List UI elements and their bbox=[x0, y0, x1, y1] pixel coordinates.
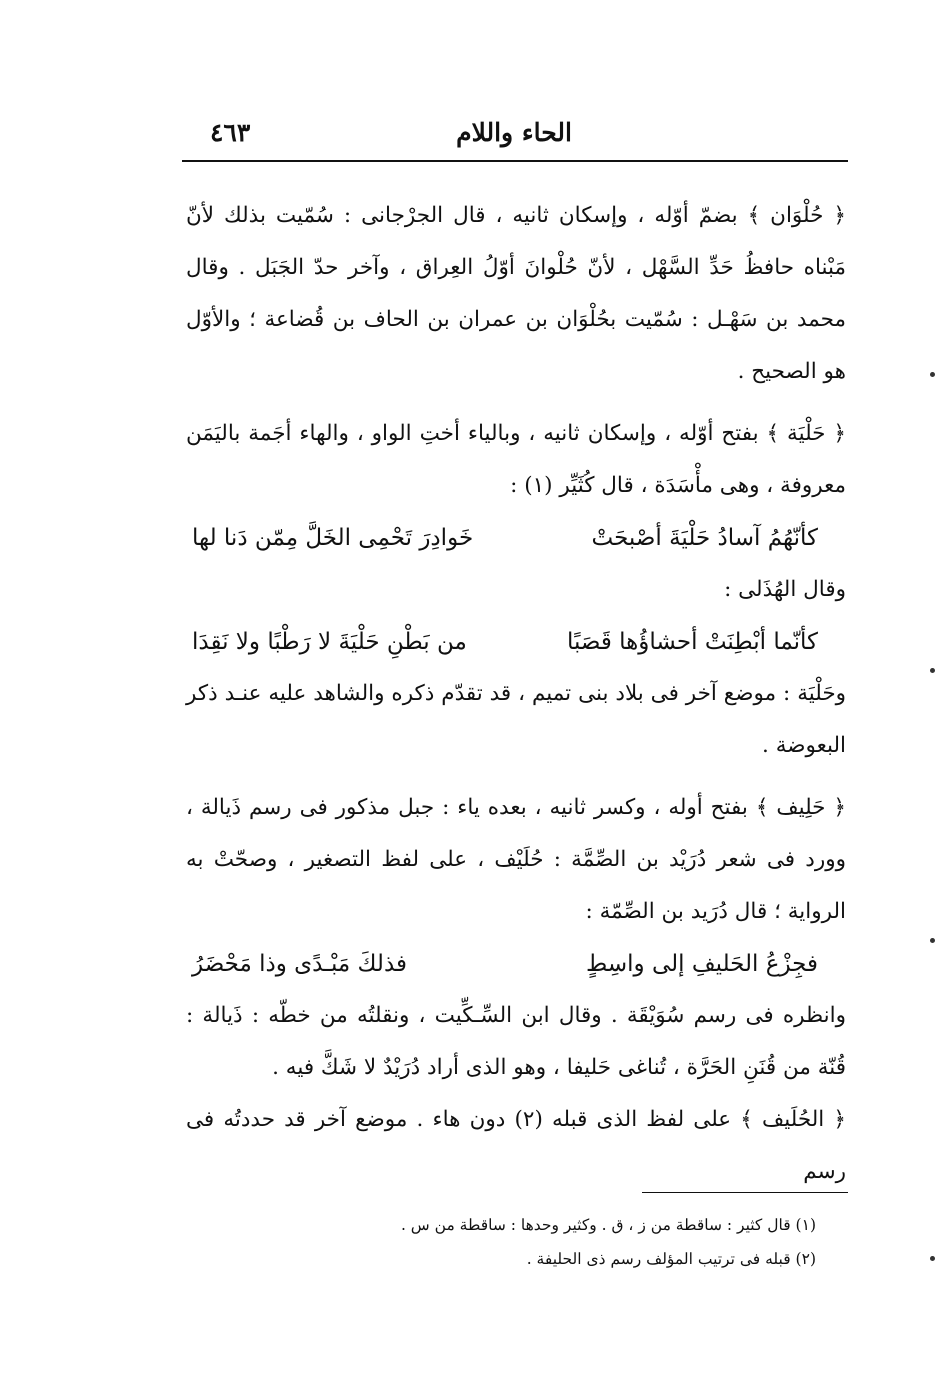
entry-halya-hudhali: وقال الهُذَلى : bbox=[724, 577, 846, 602]
page-number: ٤٦٣ bbox=[210, 118, 251, 147]
entry-al-hulayf: ﴿ الحُلَيف ﴾ على لفظ الذى قبله (٢) دون هاء . موضع آخر قد حددتُه فى رسم bbox=[186, 1107, 846, 1184]
margin-mark bbox=[930, 1256, 935, 1261]
footnotes bbox=[260, 1208, 816, 1276]
verse-durayd bbox=[186, 938, 846, 990]
verse-hemistich-right: كأنّما أبْطِنَتْ أحشاؤُها قَصَبًا bbox=[566, 629, 818, 655]
entry-halif: ﴿ حَلِيف ﴾ بفتح أوله ، وكسر ثانيه ، بعده ياء : جبل مذكور فى رسم ذَيالة ، وورد فى شعر دُرَيْد بن الصِّمَّة : حُلَيْف ، على لفظ التصغير ، وصحّتْ به الرواية ؛ قال دُرَيد بن الصِّمّة : bbox=[186, 795, 846, 924]
verse-hudhali bbox=[186, 616, 846, 668]
footnote-divider bbox=[642, 1192, 848, 1193]
entry-halya: ﴿ حَلْيَة ﴾ بفتح أوّله ، وإسكان ثانيه ، وبالياء أختِ الواو ، والهاء أجَمة باليَمَن معروفة ، وهى مأْسَدَة ، قال كُثَيِّر (١) : bbox=[186, 421, 846, 498]
verse-hemistich-right: فجِزْعُ الحَليفِ إلى واسِطٍ bbox=[586, 951, 818, 977]
main-text bbox=[186, 190, 846, 1198]
verse-hemistich-left: فذلكَ مَبْـدًى وذا مَحْضَرُ bbox=[192, 951, 408, 977]
entry-halya-tamim: وحَلْيَة : موضع آخر فى بلاد بنى تميم ، قد تقدّم ذكره والشاهد عليه عنـد ذكر البعوضة . bbox=[186, 681, 846, 758]
footnote-2: (٢) قبله فى ترتيب المؤلف رسم ذى الحليفة . bbox=[526, 1250, 816, 1268]
entry-halif-continued: وانظره فى رسم سُوَيْقَة . وقال ابن السِّـكِّيت ، ونقلتُه من خطّه : ذَيالة : قُنّة من قُنَنِ الحَرَّة ، تُناغى حَليفا ، وهو الذى أراد دُرَيْدٌ لا شَكَّ فيه . bbox=[186, 1003, 846, 1080]
footnote-1: (١) قال كثير : ساقطة من ز ، ق . وكثير وحدها : ساقطة من س . bbox=[400, 1216, 816, 1234]
verse-hemistich-left: من بَطْنِ حَلْيَةَ لا رَطْبًا ولا نَقِدَا bbox=[192, 629, 467, 655]
header-divider bbox=[182, 160, 848, 162]
running-title: الحاء واللام bbox=[456, 118, 572, 147]
margin-mark bbox=[930, 372, 935, 377]
verse-hemistich-left: خَوادِرَ تَحْمِى الخَلَّ مِمّن دَنا لها bbox=[192, 525, 474, 551]
verse-hemistich-right: كأنّهُمُ آسادُ حَلْيَةَ أصْبحَتْ bbox=[591, 525, 818, 551]
verse-kuthayyir bbox=[186, 512, 846, 564]
margin-mark bbox=[930, 668, 935, 673]
entry-hulwan: ﴿ حُلْوَان ﴾ بضمّ أوّله ، وإسكان ثانيه ، قال الجرْجانى : سُمّيت بذلك لأنّ مَبْناه حافظُ حَدِّ السَّهْل ، لأنّ حُلْوانَ أوّلُ العِراق ، وآخر حدّ الجَبَل . وقال محمد بن سَهْـل : سُمّيت بحُلْوَان بن عمران بن الحاف بن قُضاعة ؛ والأوّل هو الصحيح . bbox=[186, 203, 846, 384]
margin-mark bbox=[930, 938, 935, 943]
running-header bbox=[180, 112, 848, 154]
